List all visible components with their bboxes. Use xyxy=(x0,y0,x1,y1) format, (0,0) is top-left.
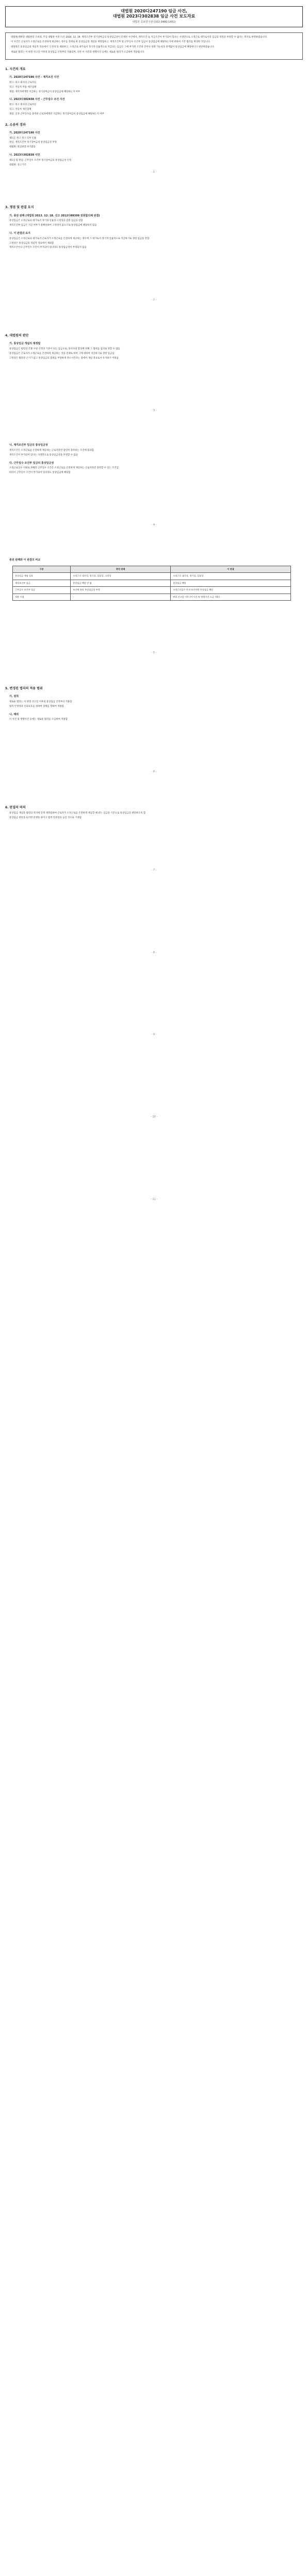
section-heading: 5. 변경된 법리의 적용 범위 xyxy=(5,686,43,690)
bullet-item: 통상임금 개념을 법령의 취지에 맞게 재정립하여 근로자가 소정근로를 온전하게 제공할 때 받는 임금을 기준으로 통상임금을 판단하도록 함 xyxy=(9,812,146,815)
page-number: - 11 - xyxy=(150,1197,158,1201)
table-header-cell: 종전 판례 xyxy=(71,566,171,573)
table-header-cell: 이 판결 xyxy=(171,566,291,573)
table-cell: 적용 시점 xyxy=(13,594,71,601)
subsection-heading: 나. 2023다302838 사건 – 근무일수 조건 사건 xyxy=(9,98,65,101)
page-number: - 10 - xyxy=(150,1115,158,1119)
title-subtitle: 대법원 공보연구관실(02-3480-1451) xyxy=(132,20,176,24)
table-header-row xyxy=(13,566,291,573)
bullet-item: 원고: 피고 회사의 근로자들 xyxy=(9,104,37,107)
section-heading: 1. 사건의 개요 xyxy=(5,67,26,71)
bullet-item: 재직조건은 소정근로를 온전하게 제공하는 근로자라면 당연히 충족하는 조건에 불과함 xyxy=(9,449,94,452)
page-number: - 5 - xyxy=(151,651,157,655)
section-heading: 2. 소송의 경과 xyxy=(5,123,26,127)
table-row xyxy=(13,580,291,587)
summary-box xyxy=(5,32,303,60)
bullet-item: 피고: 자동차 제조업체 xyxy=(9,108,31,111)
comparison-table xyxy=(12,566,291,601)
page-number: - 8 - xyxy=(151,951,157,954)
summary-paragraph: 대법원(재판장 대법원장 조희대, 주심 대법관 이흥구)은 2024. 12. 19. 재직조건부 정기상여금의 통상임금성이 문제된 사건에서, 재직조건 등 지급조건이 부가되어 있다는 사정만으로 소정근로 대가로서의 임금의 성질을 부정할 수 없다는 취지로 판결하였습니다. xyxy=(11,36,268,39)
bullet-item: 통상임금은 근로자가 소정근로를 온전하게 제공하는 것을 전제로 하여 그에 대하여 지급하기로 정한 임금임 xyxy=(9,352,115,355)
bullet-item: 소정근로일수 이내로 정해진 근무일수 조건은 소정근로를 온전하게 제공하는 근로자라면 충족할 수 있는 조건임 xyxy=(9,467,119,470)
table-cell: 통상임금 개념 징표 xyxy=(13,573,71,580)
table-cell: 판결 선고일 이후 (이 사건 및 병행사건 소급 적용) xyxy=(171,594,291,601)
bullet-item: 재직조건부 임금은 지급 여부가 불확실하여 고정성이 없으므로 통상임금에 해당하지 않음 xyxy=(9,224,97,227)
bullet-item: 따라서 근무일수 조건이 부가되어 있더라도 통상임금에 해당함 xyxy=(9,471,71,474)
title-box xyxy=(5,6,303,27)
summary-paragraph: 이 사건은 근로자가 소정근로를 온전하게 제공하는 경우를 전제로 한 통상임금의 개념을 재정립하고, 재직조건부 및 근무일수 조건부 임금이 통상임금에 해당하는지에 관하여 기존 법리를 변경한 것입니다. xyxy=(11,41,210,44)
bullet-item: 피고: 자동차 부품 제조업체 xyxy=(9,86,37,89)
bullet-item: 통상임금은 소정근로의 대가로서 정기성·일률성·고정성을 갖춘 임금을 말함 xyxy=(9,219,83,223)
bullet-item: 통상임금은 소정근로의 대가로서 근로자가 소정근로를 온전하게 제공하는 경우에 그 대가로서 정기적·일률적으로 지급하기로 정한 임금을 말함 xyxy=(9,237,150,240)
bullet-item: 통상임금은 법령상 각종 수당 산정의 기준이 되는 임금으로, 당사자의 합의에 의해 그 범위를 임의로 정할 수 없음 xyxy=(9,348,120,351)
table-cell: 통상임금 해당 xyxy=(171,580,291,587)
bullet-item: 원고: 피고 회사의 근로자들 xyxy=(9,81,37,84)
table-row xyxy=(13,587,291,594)
section-heading: 4. 대법원의 판단 xyxy=(5,333,29,337)
bullet-item: 통상임금 판단을 둘러싼 분쟁을 줄이고 법적 안정성을 높일 것으로 기대됨 xyxy=(9,816,82,819)
subsection-heading: 가. 종전 판례 (대법원 2013. 12. 18. 선고 2012다89399 전원합의체 판결) xyxy=(9,214,100,217)
section-heading: 3. 쟁점 및 판결 요지 xyxy=(5,206,34,210)
bullet-item: 대법원: 원심판결 파기환송 xyxy=(9,146,36,149)
table-cell: 통상임금 해당 안 됨 xyxy=(71,580,171,587)
document-page xyxy=(5,0,303,1202)
table-cell: 소정근로일수 이내 조건이면 통상임금 해당 xyxy=(171,587,291,594)
bullet-item: 대법원: 상고기각 xyxy=(9,163,26,166)
table-cell: 조건에 따라 통상임금성 부정 xyxy=(71,587,171,594)
title-line-1: 대법원 2020다247190 임금 사건, xyxy=(121,9,187,13)
subsection-heading: 나. 이 판결의 요지 xyxy=(9,232,30,235)
subsection-heading: 나. 재직조건부 임금의 통상임금성 xyxy=(9,444,48,447)
subsection-heading: 나. 예외 xyxy=(9,713,19,716)
bullet-item: 법적 안정성과 신뢰보호를 위하여 장래를 향하여 적용함 xyxy=(9,705,64,708)
table-cell: 소정근로 대가성, 정기성, 일률성, 고정성 xyxy=(71,573,171,580)
page-number: - 3 - xyxy=(151,409,157,412)
title-line-2: 대법원 2023다302838 임금 사건 보도자료 xyxy=(112,14,196,19)
bullet-item: 원심: 재직조건부 정기상여금의 통상임금성 부정 xyxy=(9,141,57,144)
subsection-heading: 다. 근무일수 조건부 임금의 통상임금성 xyxy=(9,461,54,465)
subsection-heading: 가. 통상임금 개념의 재정립 xyxy=(9,342,41,346)
bullet-item: 이 사건 및 병행사건 등에는 새로운 법리를 소급하여 적용함 xyxy=(9,718,68,721)
subsection-heading: 가. 2020다247190 사건 xyxy=(9,131,40,134)
table-row xyxy=(13,594,291,601)
page-number: - 7 - xyxy=(151,868,157,872)
table-cell: 소정근로 대가성, 정기성, 일률성 xyxy=(171,573,291,580)
subsection-heading: 나. 2023다302838 사건 xyxy=(9,154,40,157)
table-row xyxy=(13,573,291,580)
table-cell: 근무일수 조건부 임금 xyxy=(13,587,71,594)
page-number: - 9 - xyxy=(151,1033,157,1037)
table-cell: - xyxy=(71,594,171,601)
table-header-cell: 구분 xyxy=(13,566,71,573)
subsection-heading: 가. 2020다247190 사건 – 재직조건 사건 xyxy=(9,76,59,79)
bullet-item: 고정성은 통상임금의 개념적 징표에서 제외함 xyxy=(9,242,54,245)
bullet-item: 제1심 및 원심: 근무일수 조건부 정기상여금의 통상임금성 인정 xyxy=(9,159,72,162)
bullet-item: 고정성은 법령상 근거가 없고 통상임금의 범위를 부당하게 축소시킨다는 점에서 개념 징표로서 유지하기 어려움 xyxy=(9,357,119,360)
table-caption: 종전 판례와 이 판결의 비교 xyxy=(9,558,41,562)
bullet-item: 재직조건이 부가되어 있다는 사정만으로 통상임금성을 부정할 수 없음 xyxy=(9,453,78,456)
section-heading: 6. 판결의 의의 xyxy=(5,805,26,809)
bullet-item: 쟁점: 재직자에게만 지급하는 정기상여금이 통상임금에 해당하는지 여부 xyxy=(9,90,80,93)
bullet-item: 재직조건이나 근무일수 조건이 부가되어 있더라도 통상임금성이 부정되지 않음 xyxy=(9,246,87,249)
bullet-item: 쟁점: 일정 근무일수를 충족한 근로자에게만 지급하는 정기상여금이 통상임금에 해당하는지 여부 xyxy=(9,112,104,115)
summary-paragraph: 대법원은 통상임금의 개념적 징표에서 '고정성'을 제외하고, 소정근로 대가로서 정기적·일률적으로 지급되는 임금은 그에 부가된 조건의 존부나 성취 가능성과 관계없이 통상임금에 해당한다고 판단하였습니다. xyxy=(11,46,215,49)
page-number: - 2 - xyxy=(151,298,157,302)
table-cell: 재직조건부 임금 xyxy=(13,580,71,587)
bullet-item: 새로운 법리는 이 판결 선고일 이후의 통상임금 산정부터 적용함 xyxy=(9,700,72,703)
subsection-heading: 가. 원칙 xyxy=(9,695,19,699)
page-number: - 1 - xyxy=(151,170,157,174)
page-number: - 4 - xyxy=(151,523,157,527)
bullet-item: 제1심: 원고 청구 일부 인용 xyxy=(9,137,37,140)
summary-paragraph: 새로운 법리는 이 판결 선고일 이후의 통상임금 산정부터 적용되며, 다만 이 사건과 병행사건 등에는 새로운 법리가 소급하여 적용됩니다. xyxy=(11,51,145,54)
page-number: - 6 - xyxy=(151,770,157,774)
